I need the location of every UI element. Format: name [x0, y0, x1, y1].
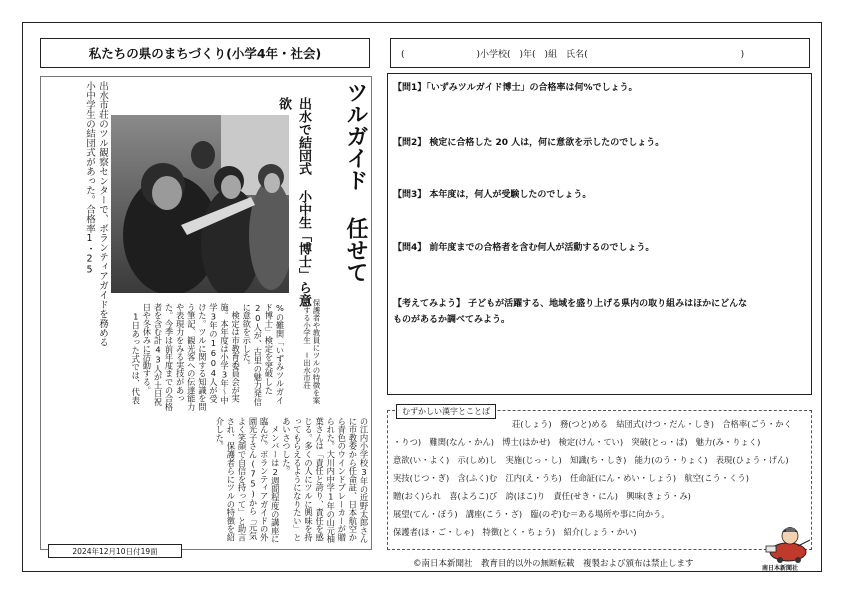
vocabulary-line: 保護者(ほ・ご・しゃ) 特徴(とく・ちょう) 紹介(しょう・かい) [393, 527, 637, 537]
copyright-notice: ©南日本新聞社 教育目的以外の無断転載 複製および頒布は禁止します [413, 559, 694, 569]
newspaper-article [40, 76, 372, 550]
think-about-it: 【考えてみよう】 子どもが活躍する、地域を盛り上げる県内の取り組みはほかにどんな [393, 299, 748, 309]
question-1: 【問1】「いずみツルガイド博士」の合格率は何%でしょう。 [393, 83, 638, 93]
brand-name: 南日本新聞社 [762, 565, 799, 572]
question-2: 【問2】 検定に合格した 20 人は，何に意欲を示したのでしょう。 [393, 138, 665, 148]
vocabulary-line: 展望(てん・ぼう) 講座(こう・ざ) 臨(のぞ)む＝ある場所や事に向かう。 [393, 509, 670, 519]
article-headline: ツルガイド 任せて [343, 81, 369, 283]
photo-children-guides-image [111, 115, 289, 293]
article-subheadline: 出水で結団式 小中生「博士」ら意欲 [276, 97, 311, 307]
worksheet-title: 私たちの県のまちづくり(小学4年・社会) [40, 38, 370, 68]
article-dateline: 2024年12月10日付19面 [48, 544, 182, 558]
think-about-it-continued: ものがあるか調べてみよう。 [393, 315, 511, 325]
vocabulary-line: 荘(しょう) 務(つと)める 結団式(けつ・だん・しき) 合格率(ごう・かく [512, 419, 792, 429]
photo-caption: 保護者や教員にツルの特徴を案内する小学生 ＝出水市荘 [302, 299, 321, 404]
questions-box [387, 73, 812, 395]
article-lead: 出水市荘のツル観察センターで、ボランティアガイドを務める小中学生の結団式があった。合格率1・25 [84, 81, 108, 347]
vocabulary-title: むずかしい漢字とことば [396, 404, 496, 419]
name-line[interactable]: ( )小学校( )年( )組 氏名( ) [390, 38, 810, 68]
vocabulary-line: 実技(じつ・ぎ) 含(ふく)む 江内(え・うち) 任命証(にん・めい・しょう) 航空(こう・くう) [393, 473, 749, 483]
article-photo [111, 115, 289, 293]
vocabulary-line: ・りつ) 難関(なん・かん) 博士(はかせ) 検定(けん・てい) 突破(とっ・ぱ) 魅力(み・りょく) [393, 437, 761, 447]
question-3: 【問3】 本年度は，何人が受験したのでしょう。 [393, 190, 592, 200]
vocabulary-line: 意欲(い・よく) 示(しめ)し 実施(じっ・し) 知識(ち・しき) 能力(のう・りょく) 表現(ひょう・げん) [393, 455, 789, 465]
question-4: 【問4】 前年度までの合格者を含む何人が活動するのでしょう。 [393, 243, 655, 253]
article-body-part-1: %の難関「いずみツルガイド博士」検定を突破した20人が、古里の魅力発信に意欲を示した。 検定は市教育委員会が実施。本年度は小学3年～中学3年の1604人が受けた。ツルに関する知識を問う筆記、観光客への伝達能力や表現力をみる実技があった。今季は前年度までの合格者を含む計43人が土日祝日や冬休みに活動する。 1日あった式では、代表 [130, 303, 285, 411]
vocabulary-line: 贈(おく)られ 喜(よろこ)び 誇(ほこ)り 責任(せき・にん) 興味(きょう・み) [393, 491, 691, 501]
article-body-part-2: の江内小学校3年の近野太郎さんに市教委から任命証、日本航空から青色のウインドブレーカーが贈られた。大川内中学1年の山元柚葉さんは「責任と誇り、責任を感じる。多くの人にツルに興味を持ってもらえるようになりたい」とあいさつした。 メンバーは2週間程度の講座に臨んだ。ボランティアガイドの外園光子さん(75)から「元気よく笑顔で自信を持って」と助言され、保護者らにツルの特徴を紹介した。 [214, 417, 369, 544]
